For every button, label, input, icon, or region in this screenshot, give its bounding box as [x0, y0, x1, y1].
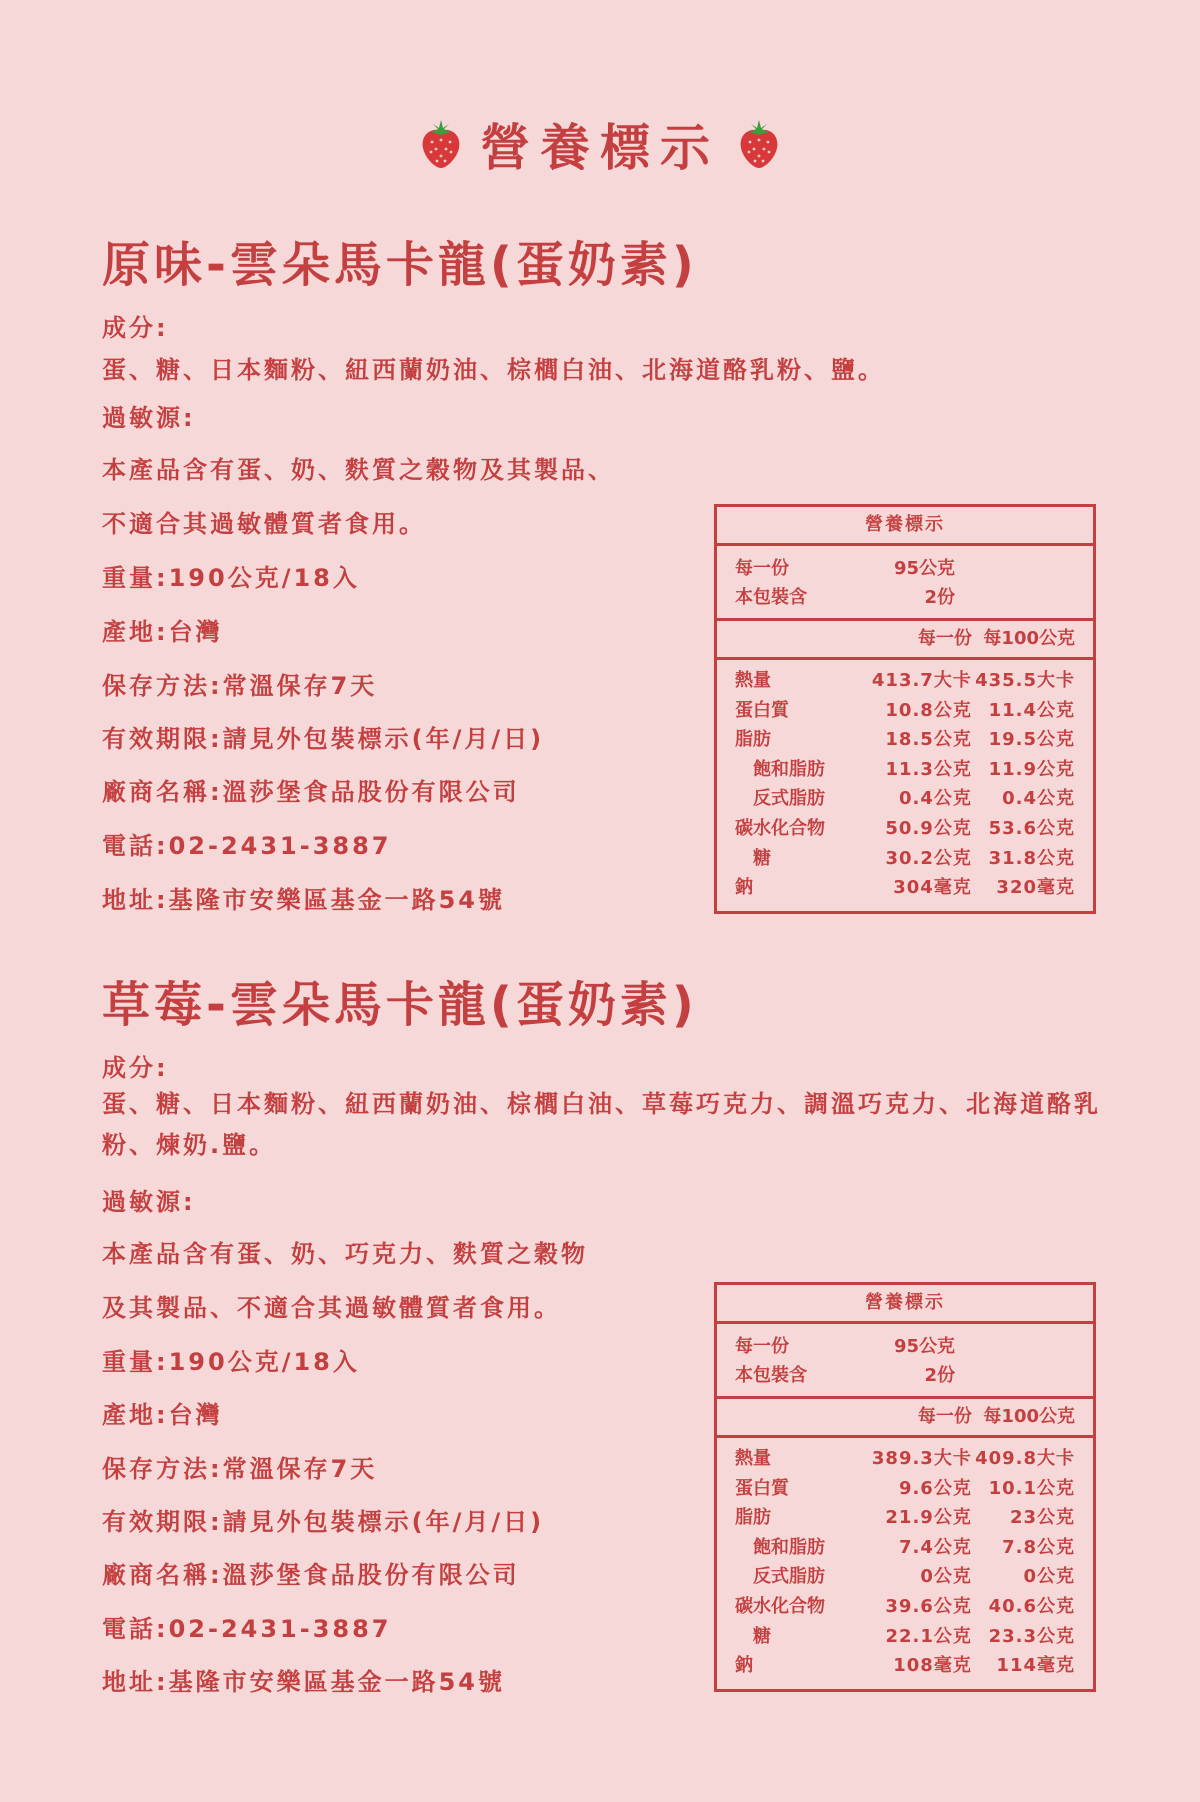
address-text: 地址:基隆市安樂區基金一路54號 — [102, 1668, 505, 1696]
serving-info — [717, 1324, 1093, 1399]
nutrition-row — [735, 1474, 1075, 1504]
weight-text: 重量:190公克/18入 — [102, 564, 360, 592]
storage-text: 保存方法:常溫保存7天 — [102, 672, 378, 700]
nutrient-name: 糖 — [753, 847, 771, 869]
nutrition-row — [735, 1622, 1075, 1652]
ingredients-label: 成分: — [102, 1054, 169, 1082]
nutrition-row — [735, 755, 1075, 785]
nutrient-per-100g: 0公克 — [1023, 1566, 1075, 1588]
serving-label: 每一份 — [735, 558, 789, 579]
nutrient-name: 反式脂肪 — [753, 1566, 825, 1588]
column-header-per-100g: 每100公克 — [983, 628, 1075, 649]
nutrient-per-serving: 39.6公克 — [885, 1595, 972, 1617]
nutrition-table — [714, 1282, 1096, 1692]
page-header — [0, 108, 1200, 180]
allergen-text: 本產品含有蛋、奶、巧克力、麩質之穀物 — [102, 1240, 588, 1268]
nutrient-name: 熱量 — [735, 670, 771, 691]
nutrition-row — [735, 1592, 1075, 1622]
nutrition-row — [735, 814, 1075, 844]
nutrient-name: 糖 — [753, 1625, 771, 1647]
manufacturer-text: 廠商名稱:溫莎堡食品股份有限公司 — [102, 1561, 520, 1589]
product-title: 原味-雲朵馬卡龍(蛋奶素) — [102, 237, 698, 293]
nutrition-row — [735, 873, 1075, 903]
nutrient-per-serving: 413.7大卡 — [871, 670, 972, 691]
nutrient-per-100g: 10.1公克 — [988, 1477, 1075, 1499]
nutrient-per-100g: 435.5大卡 — [975, 670, 1075, 691]
column-header-per-100g: 每100公克 — [983, 1406, 1075, 1427]
column-header-per-serving: 每一份 — [917, 628, 972, 649]
column-header-per-serving: 每一份 — [917, 1406, 972, 1427]
nutrition-row — [735, 666, 1075, 696]
strawberry-icon — [419, 118, 463, 170]
nutrition-row — [735, 725, 1075, 755]
nutrition-column-headers — [717, 1399, 1093, 1438]
nutrient-per-serving: 7.4公克 — [899, 1536, 972, 1558]
nutrition-table-title: 營養標示 — [717, 507, 1093, 546]
manufacturer-text: 廠商名稱:溫莎堡食品股份有限公司 — [102, 778, 520, 806]
nutrient-per-serving: 304毫克 — [893, 877, 972, 899]
nutrient-per-serving: 0.4公克 — [899, 788, 972, 810]
nutrition-column-headers — [717, 621, 1093, 660]
product-strawberry — [0, 966, 1200, 1696]
nutrition-row — [735, 1533, 1075, 1563]
pack-value: 2份 — [924, 1365, 955, 1386]
expiry-text: 有效期限:請見外包裝標示(年/月/日) — [102, 725, 545, 753]
ingredients-label: 成分: — [102, 314, 169, 342]
phone-text: 電話:02-2431-3887 — [102, 1615, 392, 1643]
nutrient-per-100g: 53.6公克 — [988, 817, 1075, 839]
nutrient-per-100g: 23.3公克 — [988, 1625, 1075, 1647]
nutrient-per-serving: 10.8公克 — [885, 699, 972, 721]
nutrient-per-serving: 9.6公克 — [898, 1477, 972, 1499]
ingredients-text: 蛋、糖、日本麵粉、紐西蘭奶油、棕櫚白油、草莓巧克力、調溫巧克力、北海道酪乳粉、煉奶.鹽。 — [102, 1090, 1101, 1159]
nutrient-name: 鈉 — [735, 1655, 753, 1677]
allergen-label: 過敏源: — [102, 1188, 196, 1216]
nutrient-per-100g: 23公克 — [1009, 1507, 1075, 1529]
allergen-text: 不適合其過敏體質者食用。 — [102, 510, 426, 538]
nutrient-name: 脂肪 — [735, 1507, 771, 1529]
nutrition-row — [735, 1503, 1075, 1533]
nutrient-per-serving: 0公克 — [920, 1566, 972, 1588]
allergen-text: 本產品含有蛋、奶、麩質之穀物及其製品、 — [102, 456, 615, 484]
nutrient-per-100g: 31.8公克 — [988, 847, 1075, 869]
nutrition-row — [735, 696, 1075, 726]
serving-info — [717, 546, 1093, 621]
serving-value: 95公克 — [893, 558, 955, 579]
nutrient-per-serving: 389.3大卡 — [871, 1448, 972, 1469]
product-original — [0, 226, 1200, 946]
expiry-text: 有效期限:請見外包裝標示(年/月/日) — [102, 1508, 545, 1536]
weight-text: 重量:190公克/18入 — [102, 1348, 360, 1376]
nutrient-per-100g: 409.8大卡 — [975, 1448, 1075, 1469]
storage-text: 保存方法:常溫保存7天 — [102, 1455, 378, 1483]
nutrient-name: 蛋白質 — [735, 699, 789, 721]
nutrient-per-serving: 21.9公克 — [885, 1507, 972, 1529]
nutrient-per-serving: 11.3公克 — [885, 758, 972, 780]
nutrient-per-serving: 18.5公克 — [885, 729, 972, 751]
nutrient-name: 碳水化合物 — [735, 1595, 825, 1617]
nutrition-row — [735, 1562, 1075, 1592]
product-title: 草莓-雲朵馬卡龍(蛋奶素) — [102, 977, 698, 1033]
nutrient-per-100g: 114毫克 — [996, 1655, 1075, 1677]
pack-label: 本包裝含 — [735, 587, 807, 608]
serving-value: 95公克 — [893, 1336, 955, 1357]
nutrient-per-100g: 11.4公克 — [988, 699, 1075, 721]
nutrition-row — [735, 844, 1075, 874]
strawberry-icon — [737, 118, 781, 170]
nutrition-rows — [717, 1438, 1093, 1689]
nutrient-name: 碳水化合物 — [735, 817, 825, 839]
nutrition-row — [735, 784, 1075, 814]
page-title: 營養標示 — [480, 119, 720, 177]
allergen-text: 及其製品、不適合其過敏體質者食用。 — [102, 1294, 561, 1322]
nutrient-name: 反式脂肪 — [753, 788, 825, 810]
nutrient-name: 鈉 — [735, 877, 753, 899]
nutrient-per-100g: 0.4公克 — [1002, 788, 1075, 810]
pack-label: 本包裝含 — [735, 1365, 807, 1386]
nutrient-per-serving: 108毫克 — [893, 1655, 972, 1677]
serving-label: 每一份 — [735, 1336, 789, 1357]
nutrient-per-100g: 11.9公克 — [988, 758, 1075, 780]
nutrition-row — [735, 1651, 1075, 1681]
nutrient-per-100g: 19.5公克 — [988, 729, 1075, 751]
nutrient-name: 熱量 — [735, 1448, 771, 1469]
nutrient-per-serving: 22.1公克 — [885, 1625, 972, 1647]
ingredients-text: 蛋、糖、日本麵粉、紐西蘭奶油、棕櫚白油、北海道酪乳粉、鹽。 — [102, 356, 885, 384]
nutrient-per-100g: 7.8公克 — [1002, 1536, 1075, 1558]
nutrient-name: 飽和脂肪 — [753, 1536, 825, 1558]
origin-text: 產地:台灣 — [102, 1401, 223, 1429]
nutrition-rows — [717, 660, 1093, 911]
phone-text: 電話:02-2431-3887 — [102, 832, 392, 860]
nutrition-row — [735, 1444, 1075, 1474]
nutrient-name: 飽和脂肪 — [753, 758, 825, 780]
pack-value: 2份 — [924, 587, 955, 608]
nutrient-per-100g: 320毫克 — [996, 877, 1075, 899]
allergen-label: 過敏源: — [102, 404, 196, 432]
nutrient-per-serving: 50.9公克 — [885, 817, 972, 839]
address-text: 地址:基隆市安樂區基金一路54號 — [102, 886, 505, 914]
nutrition-table — [714, 504, 1096, 914]
nutrient-per-serving: 30.2公克 — [885, 847, 972, 869]
nutrition-table-title: 營養標示 — [717, 1285, 1093, 1324]
nutrient-name: 脂肪 — [735, 729, 771, 751]
nutrient-name: 蛋白質 — [735, 1477, 789, 1499]
nutrient-per-100g: 40.6公克 — [988, 1595, 1075, 1617]
origin-text: 產地:台灣 — [102, 618, 223, 646]
